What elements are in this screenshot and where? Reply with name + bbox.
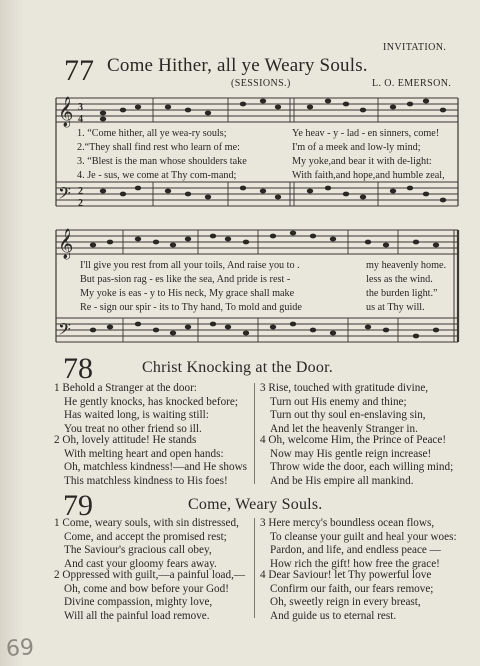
bass-staff-1 xyxy=(56,182,458,206)
verse-line: The Saviour's gracious call obey, xyxy=(64,544,212,557)
lyric-line: the burden light.” xyxy=(366,288,438,299)
lyric-line: I'll give you rest from all your toils, And raise you to . xyxy=(80,260,300,271)
verse-line: With melting heart and open hands: xyxy=(64,447,224,460)
category-heading: INVITATION. xyxy=(383,42,447,53)
verse-line: Throw wide the door, each willing mind; xyxy=(270,461,454,474)
stanza-number: 4 xyxy=(260,569,266,581)
lyric-line: 1. “Come hither, all ye wea-ry souls; xyxy=(77,128,227,139)
verse-line: Oh, lovely attitude! He stands xyxy=(62,434,197,446)
svg-text:4: 4 xyxy=(78,114,83,125)
verse-line: Will all the painful load remove. xyxy=(64,609,210,622)
hymn-77-title: Come Hither, all ye Weary Souls. xyxy=(107,55,368,76)
hymn-77-tune: (SESSIONS.) xyxy=(231,78,291,89)
verse-line: To cleanse your guilt and heal your woes: xyxy=(270,530,457,543)
scan-edge-shadow xyxy=(0,0,24,666)
stanza-number: 3 xyxy=(260,517,266,529)
lyric-line: 2.“They shall find rest who learn of me: xyxy=(77,142,240,153)
hymn-78-title: Christ Knocking at the Door. xyxy=(142,359,333,376)
verse-line: And guide us to eternal rest. xyxy=(270,609,397,622)
verse-line: Come, and accept the promised rest; xyxy=(64,530,227,543)
verse-line: This matchless kindness to His foes! xyxy=(64,474,228,487)
hymn-78-stanza-2 xyxy=(54,434,247,488)
hymn-79-number: 79 xyxy=(63,489,93,522)
lyric-line: 3. “Blest is the man whose shoulders take xyxy=(77,156,247,167)
hymn-77-composer: L. O. EMERSON. xyxy=(372,78,452,89)
verse-line: Rise, touched with gratitude divine, xyxy=(268,382,429,394)
bass-clef-icon: 𝄢 xyxy=(58,319,71,343)
verse-line: Behold a Stranger at the door: xyxy=(62,382,197,394)
verse-line: Oh, sweetly reign in every breast, xyxy=(270,596,421,609)
lyric-line: I'm of a meek and low-ly mind; xyxy=(292,142,421,153)
treble-staff-1 xyxy=(56,98,458,122)
verse-line: Has waited long, is waiting still: xyxy=(64,409,209,422)
treble-clef-icon: 𝄞 xyxy=(58,97,74,127)
hymn-79-stanza-1 xyxy=(54,517,239,571)
verse-line: Oh, come and bow before your God! xyxy=(64,582,229,595)
verse-line: Now may His gentle reign increase! xyxy=(270,447,432,460)
lyric-line: But pas-sion rag - es like the sea, And pride is rest - xyxy=(80,274,291,285)
hymn-79-stanza-2 xyxy=(54,569,245,623)
verse-line: Oh, welcome Him, the Prince of Peace! xyxy=(268,434,447,446)
lyric-line: less as the wind. xyxy=(366,274,433,285)
verse-line: Here mercy's boundless ocean flows, xyxy=(268,517,435,529)
lyric-line: us at Thy will. xyxy=(366,302,425,313)
hymn-79-stanza-4 xyxy=(260,569,433,623)
verse-line: Turn out thy soul en-enslaving sin, xyxy=(270,409,426,422)
hymn-77-lyrics-2-left xyxy=(80,259,302,315)
svg-text:2: 2 xyxy=(78,198,83,209)
svg-text:2: 2 xyxy=(78,186,83,197)
stanza-number: 2 xyxy=(54,434,60,446)
stanza-number: 1 xyxy=(54,382,60,394)
hymn-78-stanza-1 xyxy=(54,382,238,436)
verse-line: And be His empire all mankind. xyxy=(270,474,414,487)
verse-line: Divine compassion, mighty love, xyxy=(64,596,213,609)
column-divider xyxy=(254,383,255,484)
hymn-79-stanza-3 xyxy=(260,517,457,571)
lyric-line: My yoke,and bear it with de-light: xyxy=(292,156,432,167)
verse-line: Come, weary souls, with sin distressed, xyxy=(62,517,239,529)
pencil-page-mark: 69 xyxy=(5,635,35,662)
verse-line: He gently knocks, has knocked before; xyxy=(64,395,238,408)
verse-line: Oppressed with guilt,—a painful load,— xyxy=(62,569,246,581)
stanza-number: 1 xyxy=(54,517,60,529)
verse-line: Turn out His enemy and thine; xyxy=(270,395,407,408)
hymn-77-lyrics-1-left xyxy=(77,127,247,183)
verse-line: Oh, matchless kindness!—and He shows xyxy=(64,461,248,474)
column-divider xyxy=(254,518,255,618)
verse-line: You treat no other friend so ill. xyxy=(64,422,202,435)
verse-line: And cast your gloomy fears away. xyxy=(64,557,217,570)
lyric-line: 4. Je - sus, we come at Thy com-mand; xyxy=(77,170,237,181)
lyric-line: With faith,and hope,and humble zeal, xyxy=(292,170,445,181)
verse-line: Dear Saviour! let Thy powerful love xyxy=(268,569,432,581)
treble-clef-icon: 𝄞 xyxy=(58,229,74,259)
verse-line: Confirm our faith, our fears remove; xyxy=(270,582,434,595)
verse-line: And let the heavenly Stranger in. xyxy=(270,422,418,435)
svg-text:3: 3 xyxy=(78,102,83,113)
stanza-number: 4 xyxy=(260,434,266,446)
lyric-line: Re - sign our spir - its to Thy hand, To mold and guide xyxy=(80,302,302,313)
hymn-77-number: 77 xyxy=(64,54,94,87)
hymn-78-number: 78 xyxy=(63,352,93,385)
hymn-78-stanza-3 xyxy=(260,382,428,436)
verse-line: How rich the gift! how free the grace! xyxy=(270,557,440,570)
hymn-77-lyrics-1-right xyxy=(292,127,445,183)
bass-clef-icon: 𝄢 xyxy=(58,183,71,207)
lyric-line: Ye heav - y - lad - en sinners, come! xyxy=(292,128,440,139)
hymn-78-stanza-4 xyxy=(260,434,453,488)
hymn-79-title: Come, Weary Souls. xyxy=(188,496,323,513)
stanza-number: 2 xyxy=(54,569,60,581)
lyric-line: my heavenly home. xyxy=(366,260,447,271)
verse-line: Pardon, and life, and endless peace — xyxy=(270,544,441,557)
hymn-77-lyrics-2-right xyxy=(366,259,446,315)
stanza-number: 3 xyxy=(260,382,266,394)
lyric-line: My yoke is eas - y to His neck, My grace shall make xyxy=(80,288,295,299)
